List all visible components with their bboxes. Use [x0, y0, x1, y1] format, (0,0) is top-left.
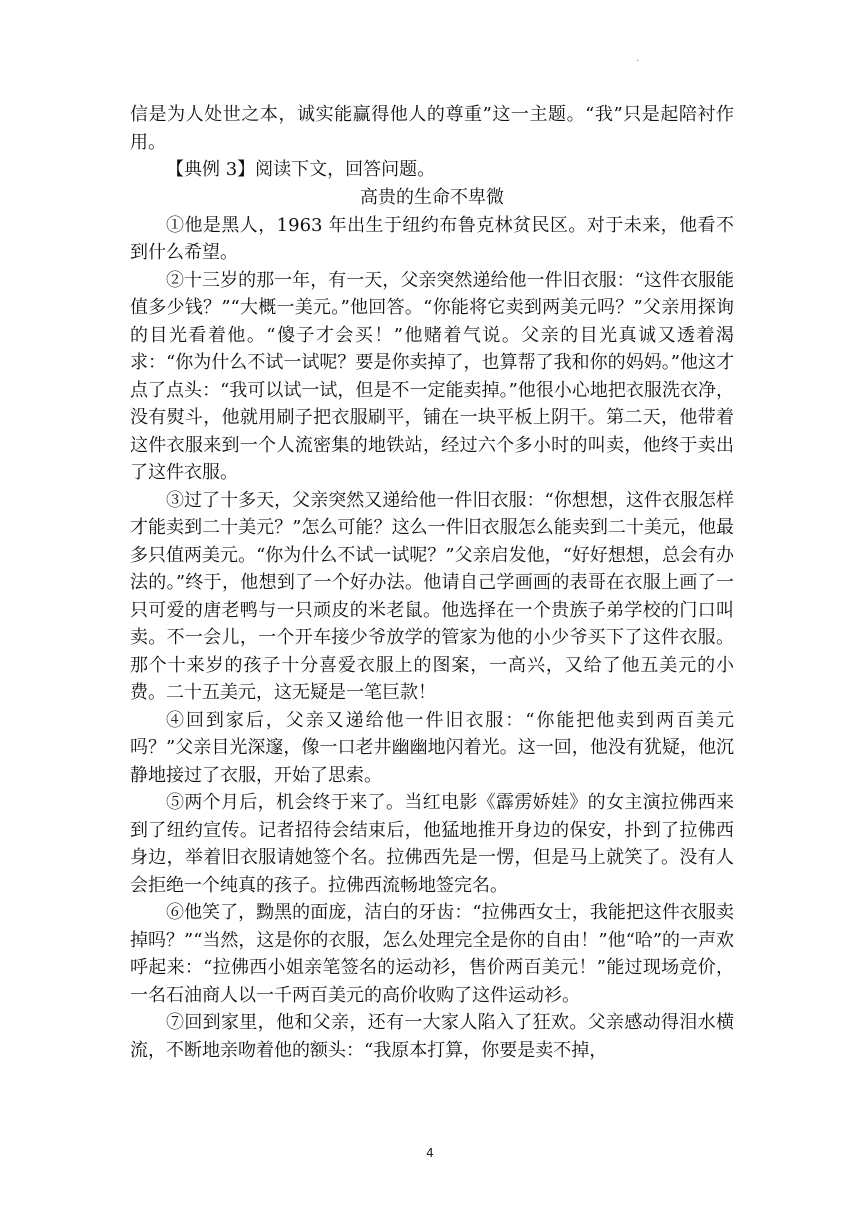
article-paragraph-4: ④回到家后，父亲又递给他一件旧衣服：“你能把他卖到两百美元吗？”父亲目光深邃，像一口老井幽幽地闪着光。这一回，他没有犹疑，他沉静地接过了衣服，开始了思索。: [130, 709, 734, 786]
article-paragraph-5: ⑤两个月后，机会终于来了。当红电影《霹雳娇娃》的女主演拉佛西来到了纽约宣传。记者招待会结束后，他猛地推开身边的保安，扑到了拉佛西身边，举着旧衣服请她签个名。拉佛西先是一愣，但是马上就笑了。没有人会拒绝一个纯真的孩子。拉佛西流畅地签完名。: [130, 792, 734, 896]
article-title: 高贵的生命不卑微: [360, 186, 504, 208]
header-mark: ·: [636, 56, 640, 67]
intro-paragraph: 信是为人处世之本，诚实能赢得他人的尊重”这一主题。“我”只是起陪衬作用。: [130, 104, 734, 153]
article-paragraph-1: ①他是黑人，1963 年出生于纽约布鲁克林贫民区。对于未来，他看不到什么希望。: [130, 214, 734, 263]
page-content: [130, 101, 734, 1064]
article-paragraph-7: ⑦回到家里，他和父亲，还有一大家人陷入了狂欢。父亲感动得泪水横流，不断地亲吻着他的额头：“我原本打算，你要是卖不掉，: [130, 1012, 734, 1061]
example-heading: 【典例 3】阅读下文，回答问题。: [166, 159, 436, 180]
article-paragraph-2: ②十三岁的那一年，有一天，父亲突然递给他一件旧衣服：“这件衣服能值多少钱？”“大概一美元。”他回答。“你能将它卖到两美元吗？”父亲用探询的目光看着他。“傻子才会买！”他赌着气说。父亲的目光真诚又透着渴求：“你为什么不试一试呢？要是你卖掉了，也算帮了我和你的妈妈。”他这才点了点头：“我可以试一试，但是不一定能卖掉。”他很小心地把衣服洗衣净，没有熨斗，他就用刷子把衣服刷平，铺在一块平板上阴干。第二天，他带着这件衣服来到一个人流密集的地铁站，经过六个多小时的叫卖，他终于卖出了这件衣服。: [130, 269, 734, 483]
article-paragraph-6: ⑥他笑了，黝黑的面庞，洁白的牙齿：“拉佛西女士，我能把这件衣服卖掉吗？”“当然，这是你的衣服，怎么处理完全是你的自由！”他“哈”的一声欢呼起来：“拉佛西小姐亲笔签名的运动衫，售价两百美元！”能过现场竞价，一名石油商人以一千两百美元的高价收购了这件运动衫。: [130, 902, 735, 1006]
page-number: 4: [426, 1146, 434, 1160]
article-paragraph-3: ③过了十多天，父亲突然又递给他一件旧衣服：“你想想，这件衣服怎样才能卖到二十美元？”怎么可能？这么一件旧衣服怎么能卖到二十美元，他最多只值两美元。“你为什么不试一试呢？”父亲启发他，“好好想想，总会有办法的。”终于，他想到了一个好办法。他请自己学画画的表哥在衣服上画了一只可爱的唐老鸭与一只顽皮的米老鼠。他选择在一个贵族子弟学校的门口叫卖。不一会儿，一个开车接少爷放学的管家为他的小少爷买下了这件衣服。那个十来岁的孩子十分喜爱衣服上的图案，一高兴，又给了他五美元的小费。二十五美元，这无疑是一笔巨款！: [130, 489, 734, 703]
